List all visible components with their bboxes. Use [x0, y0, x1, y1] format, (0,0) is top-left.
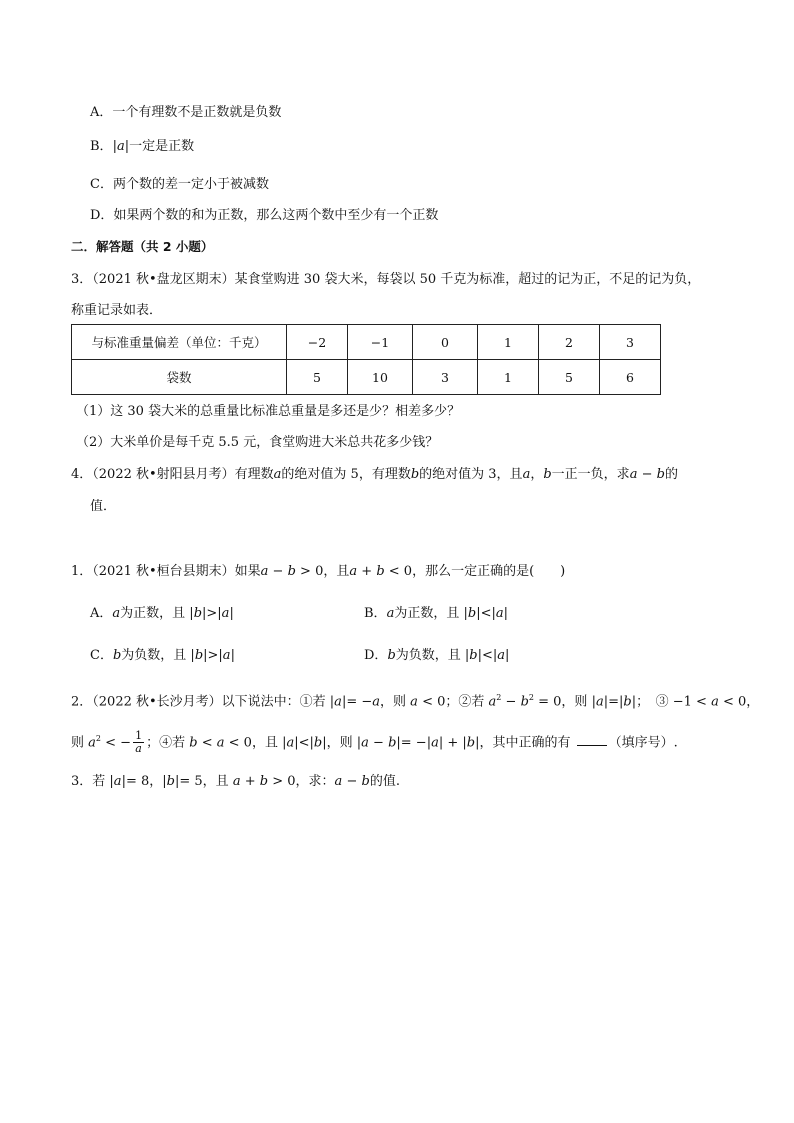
table-cell: 6 — [600, 360, 661, 395]
q3-line1: 3．（2021 秋•盘龙区期末）某食堂购进 30 袋大米，每袋以 50 千克为标准，超过的记为正，不足的记为负， — [71, 272, 701, 287]
table-cell: 3 — [600, 325, 661, 360]
table-header-bags: 袋数 — [72, 360, 287, 395]
section-title: 二．解答题（共 2 小题） — [71, 239, 214, 254]
answer-blank[interactable] — [577, 733, 607, 746]
option-c: C．两个数的差一定小于被减数 — [90, 177, 269, 192]
q3-line2: 称重记录如表． — [71, 303, 163, 318]
table-row — [72, 360, 661, 395]
q4-line2: 值． — [90, 499, 117, 514]
table-cell: 1 — [478, 325, 539, 360]
table-header-deviation: 与标准重量偏差（单位：千克） — [72, 325, 287, 360]
table-cell: 10 — [348, 360, 413, 395]
p2-line2: 则 $a^2$ < − $\frac{1}{a}$ ；④若 b < a < 0，且 |a|<|b|，则 |a − b|= −|a| + |b|，其中正确的有 （填序号）. — [71, 729, 678, 756]
table-cell: 3 — [413, 360, 478, 395]
q4-line1: 4．（2022 秋•射阳县月考）有理数a的绝对值为 5，有理数b的绝对值为 3，且a，b一正一负，求a − b的 — [71, 467, 678, 482]
table-cell: 1 — [478, 360, 539, 395]
option-a: A．一个有理数不是正数就是负数 — [90, 105, 282, 120]
p2-line1: 2．（2022 秋•长沙月考）以下说法中：①若 |a|= −a，则 a < 0；②若 $a^2 - b^2 = 0$，则 |a|=|b|； ③ −1 < a < 0， — [71, 693, 760, 710]
table-cell: 0 — [413, 325, 478, 360]
table-cell: 2 — [539, 325, 600, 360]
table-cell: −2 — [287, 325, 348, 360]
p1-stem: 1．（2021 秋•桓台县期末）如果a − b > 0，且a + b < 0，那么一定正确的是( ) — [71, 564, 566, 579]
p3-line: 3．若 |a|= 8，|b|= 5，且 a + b > 0，求：a − b的值. — [71, 774, 400, 789]
p1-option-c: C．b为负数，且 |b|>|a| — [90, 648, 235, 663]
p1-option-d: D．b为负数，且 |b|<|a| — [364, 648, 510, 663]
fraction: $\frac{1}{a}$ — [135, 729, 143, 756]
option-b: B．|a|一定是正数 — [90, 139, 195, 154]
table-cell: 5 — [287, 360, 348, 395]
table-cell: −1 — [348, 325, 413, 360]
p1-option-a: A．a为正数，且 |b|>|a| — [90, 606, 234, 621]
table-cell: 5 — [539, 360, 600, 395]
p1-option-b: B．a为正数，且 |b|<|a| — [364, 606, 508, 621]
weight-table — [71, 324, 661, 395]
q3-sub2: （2）大米单价是每千克 5.5 元，食堂购进大米总共花多少钱？ — [76, 435, 439, 450]
option-d: D．如果两个数的和为正数，那么这两个数中至少有一个正数 — [90, 208, 439, 223]
q3-sub1: （1）这 30 袋大米的总重量比标准总重量是多还是少？相差多少？ — [76, 404, 461, 419]
table-row — [72, 325, 661, 360]
